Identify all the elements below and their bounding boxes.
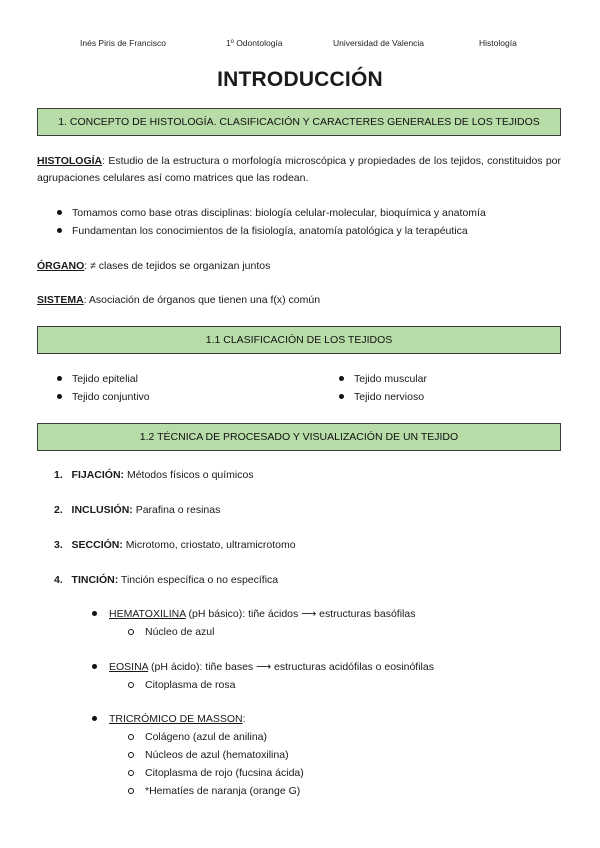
step-item: 4. TINCIÓN: Tinción específica o no específica	[54, 574, 279, 586]
histologia-term: HISTOLOGÍA	[37, 155, 103, 167]
section-1-2-heading	[37, 423, 561, 451]
bullet-dot	[339, 394, 344, 399]
sub-bullet-circle	[128, 629, 134, 635]
section-1-heading-text: 1. CONCEPTO DE HISTOLOGÍA. CLASIFICACIÓN Y CARACTERES GENERALES DE LOS TEJIDOS	[58, 116, 540, 128]
section-1-heading	[37, 108, 561, 136]
bullet-dot	[92, 716, 97, 721]
step-item: 1. FIJACIÓN: Métodos físicos o químicos	[54, 469, 254, 481]
sistema-text: : Asociación de órganos que tienen una f(x) común	[83, 294, 321, 306]
stain-item-eosina: EOSINA (pH ácido): tiñe bases ⟶ estructuras acidófilas o eosinófilas	[109, 661, 434, 673]
section-1-2-heading-text: 1.2 TÉCNICA DE PROCESADO Y VISUALIZACIÓN DE UN TEJIDO	[139, 431, 459, 443]
stain-sub-item: Colágeno (azul de anilina)	[145, 731, 267, 743]
header-course: 1º Odontología	[226, 38, 283, 48]
section-1-1-heading-text: 1.1 CLASIFICACIÓN DE LOS TEJIDOS	[205, 334, 393, 346]
page-title: INTRODUCCIÓN	[217, 68, 383, 91]
stain-sub-item: Núcleo de azul	[145, 626, 215, 638]
tissue-item: Tejido conjuntivo	[72, 391, 150, 403]
list-item: Fundamentan los conocimientos de la fisiología, anatomía patológica y la terapéutica	[72, 225, 468, 237]
stain-sub-item: Núcleos de azul (hematoxilina)	[145, 749, 289, 761]
bullet-dot	[339, 376, 344, 381]
sub-bullet-circle	[128, 752, 134, 758]
stain-item-hematoxilina: HEMATOXILINA (pH básico): tiñe ácidos ⟶ estructuras basófilas	[109, 608, 416, 620]
section-1-1-heading	[37, 326, 561, 354]
stain-sub-item: Citoplasma de rosa	[145, 679, 236, 691]
list-item: Tomamos como base otras disciplinas: biología celular-molecular, bioquímica y anatomía	[72, 207, 486, 219]
bullet-dot	[92, 611, 97, 616]
tissue-item: Tejido muscular	[354, 373, 427, 385]
stain-sub-item: *Hematíes de naranja (orange G)	[145, 785, 301, 797]
sub-bullet-circle	[128, 734, 134, 740]
organo-text: : ≠ clases de tejidos se organizan juntos	[84, 260, 271, 272]
bullet-dot	[92, 664, 97, 669]
step-item: 3. SECCIÓN: Microtomo, criostato, ultramicrotomo	[54, 539, 296, 551]
bullet-dot	[57, 376, 62, 381]
sub-bullet-circle	[128, 682, 134, 688]
stain-sub-item: Citoplasma de rojo (fucsina ácida)	[145, 767, 304, 779]
histologia-definition	[37, 153, 561, 187]
bullet-dot	[57, 228, 62, 233]
tissue-item: Tejido epitelial	[72, 373, 138, 385]
sub-bullet-circle	[128, 770, 134, 776]
header-subject: Histología	[479, 38, 517, 48]
organo-definition	[37, 258, 561, 275]
stain-item-masson: TRICRÓMICO DE MASSON:	[109, 713, 246, 725]
histologia-text: : Estudio de la estructura o morfología microscópica y propiedades de los tejidos, constituidos por agrupaciones celulares así como matrices que las rodean.	[37, 155, 561, 184]
sistema-definition	[37, 292, 561, 309]
organo-term: ÓRGANO	[37, 260, 85, 272]
bullet-dot	[57, 210, 62, 215]
tissue-item: Tejido nervioso	[354, 391, 425, 403]
header-university: Universidad de Valencia	[333, 38, 425, 48]
header-author: Inés Piris de Francisco	[80, 38, 166, 48]
sub-bullet-circle	[128, 788, 134, 794]
step-item: 2. INCLUSIÓN: Parafina o resinas	[54, 504, 221, 516]
bullet-dot	[57, 394, 62, 399]
sistema-term: SISTEMA	[37, 294, 84, 306]
